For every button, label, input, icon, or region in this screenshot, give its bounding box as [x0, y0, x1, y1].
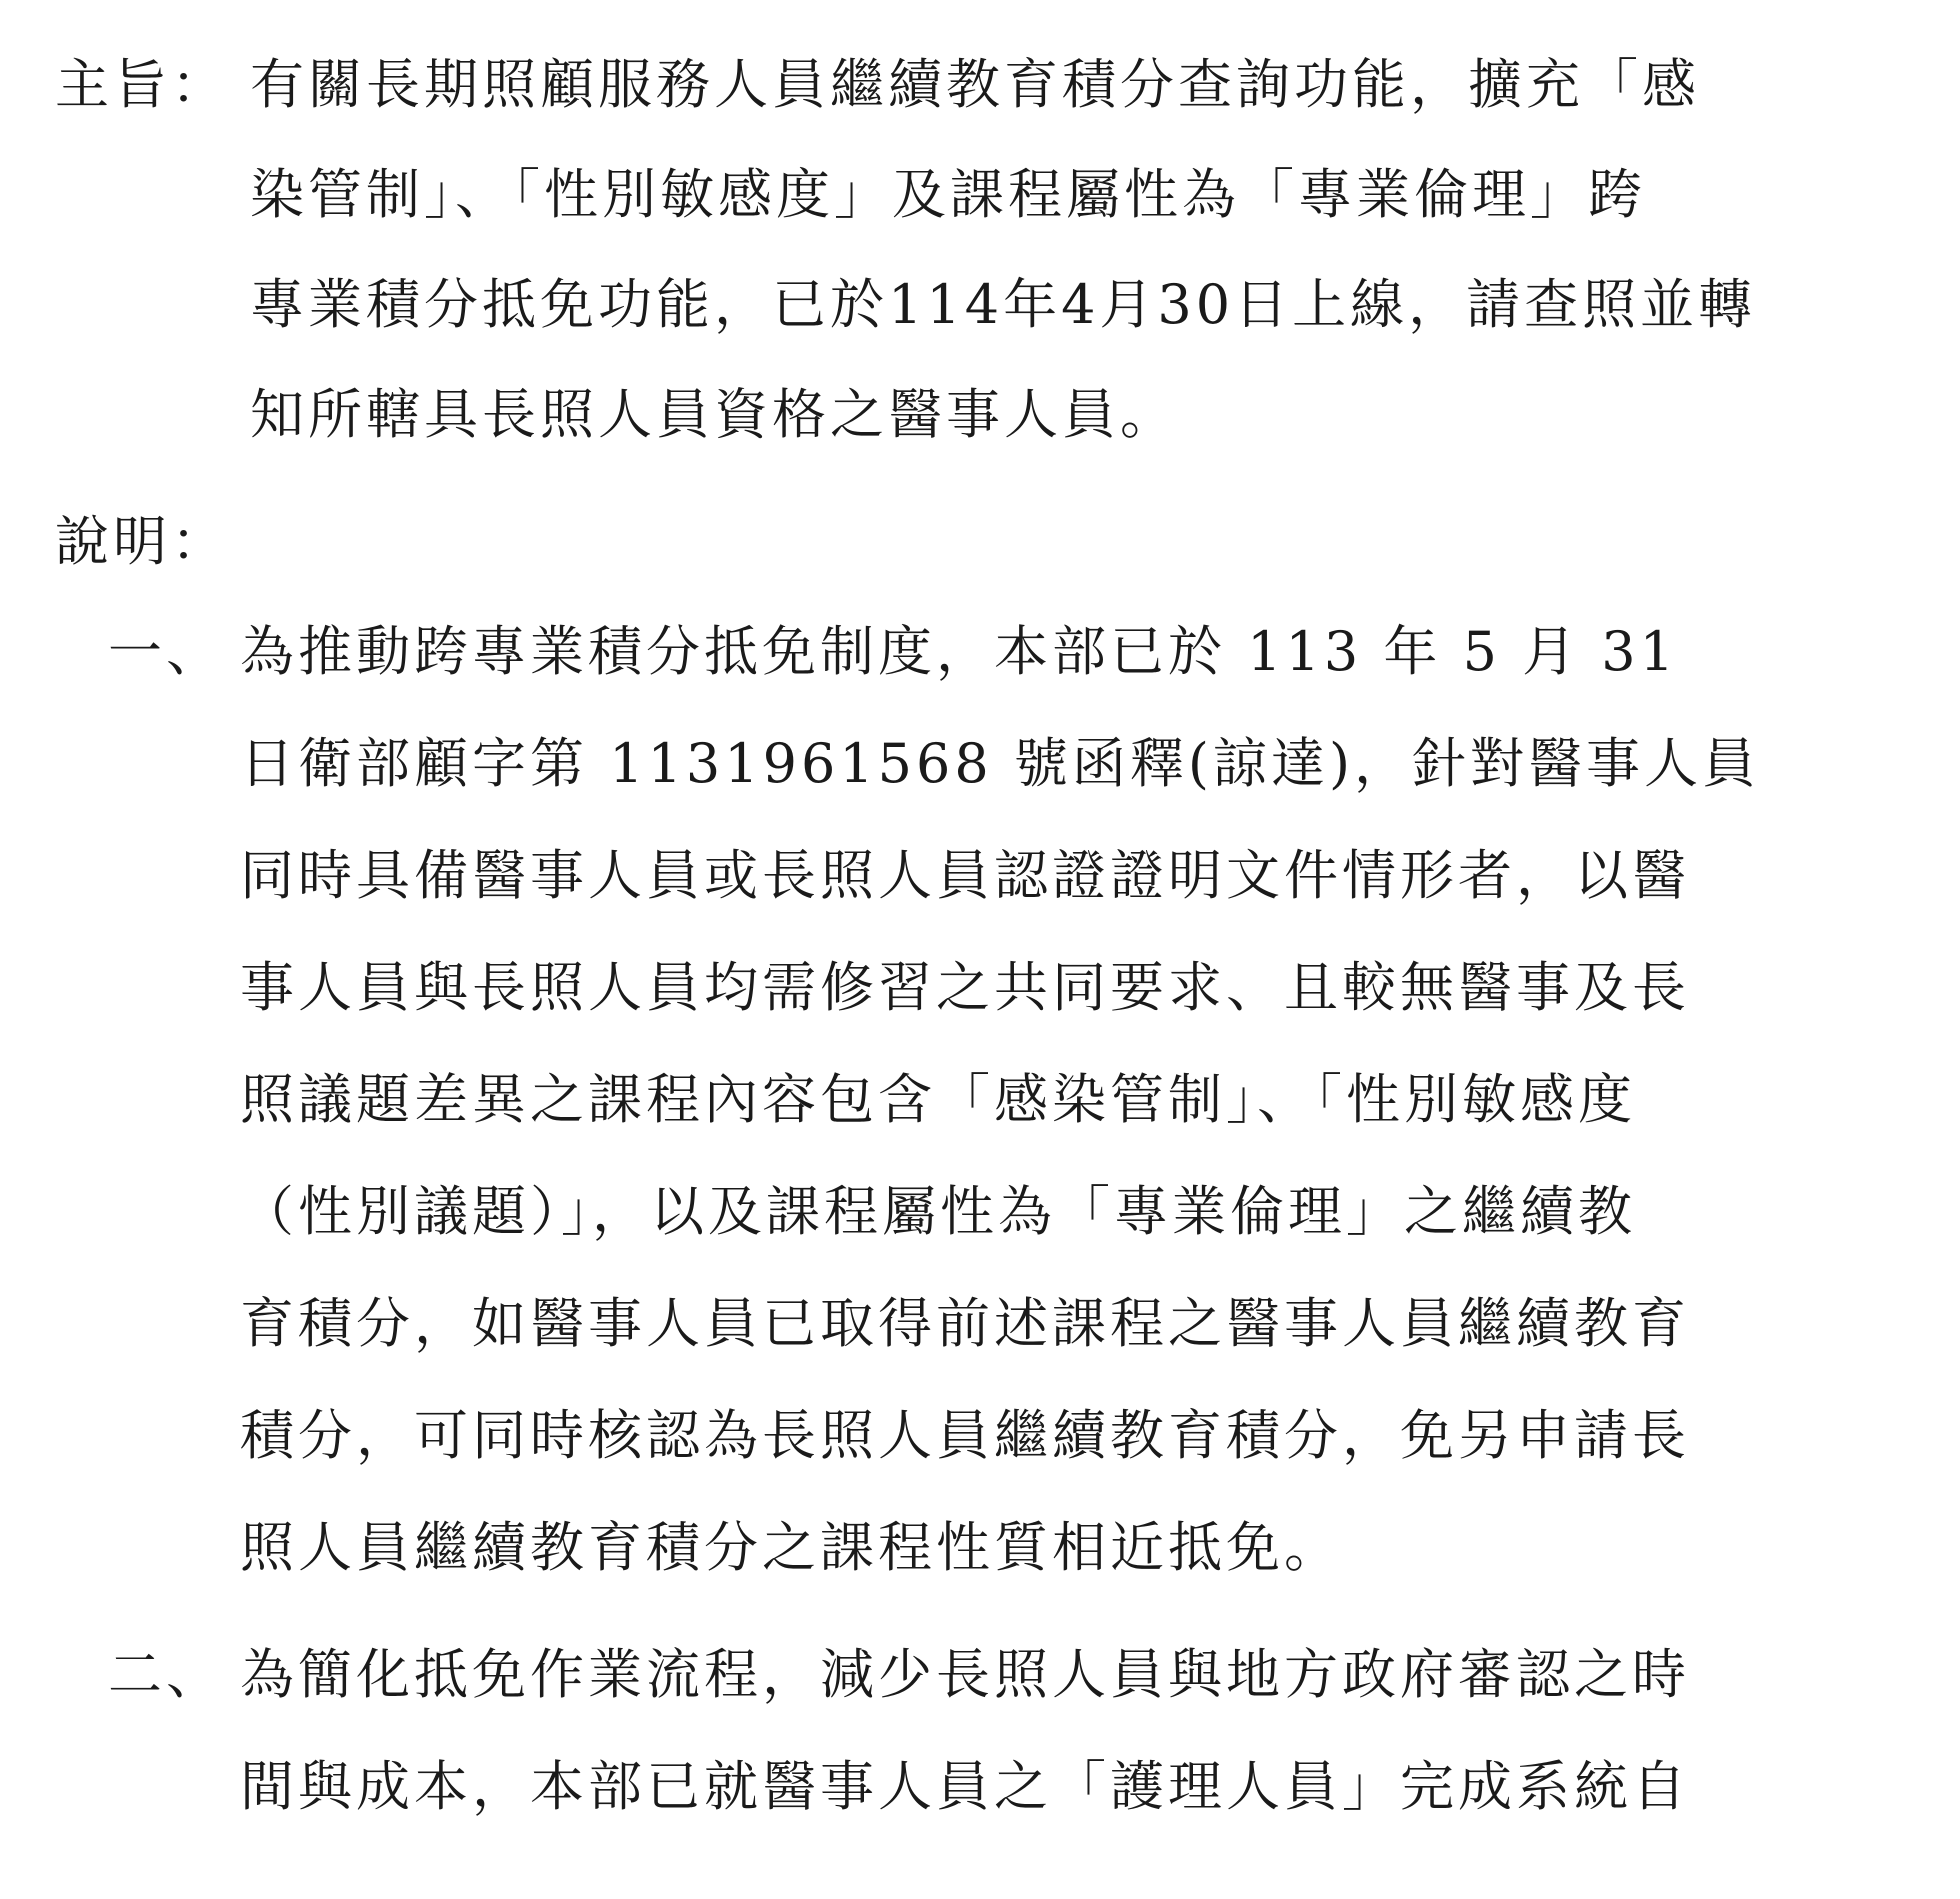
subject-line: 知所轄具長照人員資格之醫事人員。	[250, 383, 1178, 446]
subject-line: 染管制」、「性別敏感度」及課程屬性為「專業倫理」跨	[250, 163, 1646, 226]
item-line: 積分，可同時核認為長照人員繼續教育積分，免另申請長	[240, 1404, 1690, 1467]
item-line: 事人員與長照人員均需修習之共同要求、且較無醫事及長	[240, 956, 1690, 1019]
subject-line: 專業積分抵免功能，已於114年4月30日上線，請查照並轉	[250, 273, 1757, 336]
subject-label: 主旨：	[55, 53, 229, 116]
item-line: 間與成本，本部已就醫事人員之「護理人員」完成系統自	[240, 1755, 1690, 1818]
item-line: 照議題差異之課程內容包含「感染管制」、「性別敏感度	[240, 1068, 1636, 1131]
item-number: 二、	[108, 1643, 224, 1706]
item-line: （性別議題）」，以及課程屬性為「專業倫理」之繼續教	[240, 1180, 1636, 1243]
item-line: 為簡化抵免作業流程，減少長照人員與地方政府審認之時	[240, 1643, 1690, 1706]
item-line: 同時具備醫事人員或長照人員認證證明文件情形者，以醫	[240, 844, 1690, 907]
subject-line: 有關長期照顧服務人員繼續教育積分查詢功能，擴充「感	[250, 53, 1700, 116]
item-line: 育積分，如醫事人員已取得前述課程之醫事人員繼續教育	[240, 1292, 1690, 1355]
item-line: 日衛部顧字第 1131961568 號函釋(諒達)，針對醫事人員	[240, 732, 1761, 795]
item-line: 照人員繼續教育積分之課程性質相近抵免。	[240, 1516, 1342, 1579]
item-number: 一、	[108, 620, 224, 683]
item-line: 為推動跨專業積分抵免制度，本部已於 113 年 5 月 31	[240, 620, 1678, 683]
explanation-label: 說明：	[55, 510, 229, 573]
